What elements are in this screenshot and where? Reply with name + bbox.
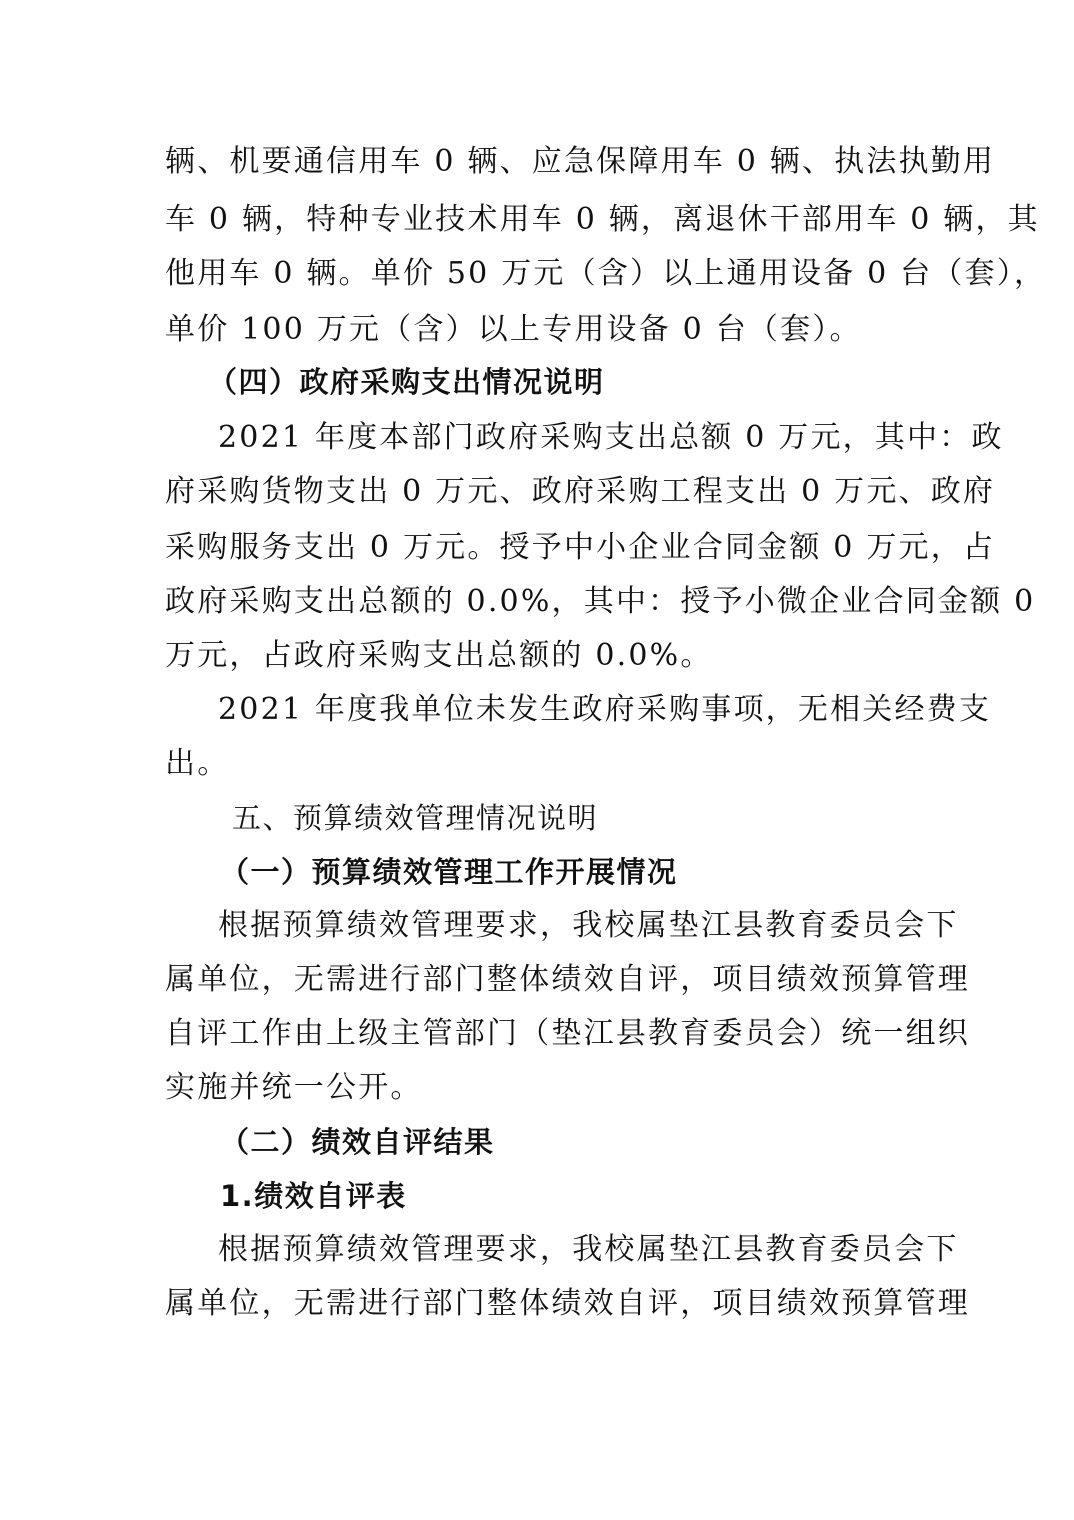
body-text-line: 单价 100 万元（含）以上专用设备 0 台（套）。	[165, 312, 862, 347]
body-text-line: 根据预算绩效管理要求，我校属垫江县教育委员会下	[218, 1232, 959, 1267]
body-text-line: 自评工作由上级主管部门（垫江县教育委员会）统一组织	[165, 1016, 970, 1051]
section-heading-1: （一）预算绩效管理工作开展情况	[220, 855, 678, 889]
body-text-line: 属单位，无需进行部门整体绩效自评，项目绩效预算管理	[165, 962, 970, 997]
body-text-line: 2021 年度我单位未发生政府采购事项，无相关经费支	[218, 692, 992, 727]
body-text-line: 根据预算绩效管理要求，我校属垫江县教育委员会下	[218, 908, 959, 943]
body-text-line: 属单位，无需进行部门整体绩效自评，项目绩效预算管理	[165, 1286, 970, 1321]
chapter-heading-5: 五、预算绩效管理情况说明	[232, 801, 599, 835]
section-heading-4: （四）政府采购支出情况说明	[208, 365, 605, 399]
body-text-line: 出。	[165, 746, 230, 781]
body-text-line: 采购服务支出 0 万元。授予中小企业合同金额 0 万元，占	[165, 530, 996, 565]
body-text-line: 辆、机要通信用车 0 辆、应急保障用车 0 辆、执法执勤用	[165, 144, 996, 179]
body-text-line: 府采购货物支出 0 万元、政府采购工程支出 0 万元、政府	[165, 474, 996, 509]
body-text-line: 政府采购支出总额的 0.0%，其中：授予小微企业合同金额 0	[165, 584, 1036, 619]
body-text-line: 他用车 0 辆。单价 50 万元（含）以上通用设备 0 台（套），	[165, 256, 1047, 291]
body-text-line: 实施并统一公开。	[165, 1070, 423, 1105]
body-text-line: 2021 年度本部门政府采购支出总额 0 万元，其中：政	[218, 420, 1004, 455]
section-heading-2: （二）绩效自评结果	[220, 1125, 495, 1159]
subsection-heading-1: 1.绩效自评表	[220, 1179, 407, 1213]
body-text-line: 车 0 辆，特种专业技术用车 0 辆，离退休干部用车 0 辆，其	[165, 202, 1040, 237]
body-text-line: 万元，占政府采购支出总额的 0.0%。	[165, 638, 713, 673]
